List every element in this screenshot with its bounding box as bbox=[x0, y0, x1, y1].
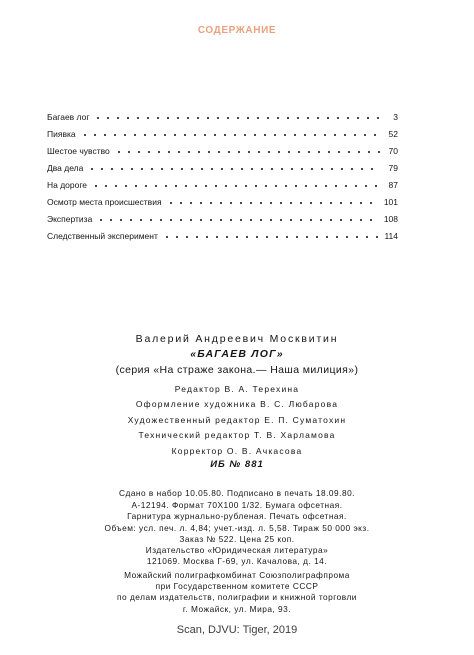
toc-entry-page: 114 bbox=[384, 231, 398, 241]
publisher-info bbox=[0, 545, 474, 567]
printer-line: Можайский полиграфкомбинат Союзполиграфпрома bbox=[124, 570, 350, 580]
book-title: «БАГАЕВ ЛОГ» bbox=[190, 348, 284, 360]
toc-entry[interactable] bbox=[47, 162, 398, 174]
printing-detail-line: А-12194. Формат 70Х100 1/32. Бумага офсетная. bbox=[131, 499, 343, 510]
toc-entry-page: 87 bbox=[388, 180, 398, 190]
toc-entry[interactable] bbox=[47, 128, 398, 140]
toc-leader-dots bbox=[80, 132, 380, 138]
printer-line: при Государственном комитете СССР bbox=[155, 581, 319, 592]
toc-entry[interactable] bbox=[47, 213, 398, 225]
publisher-line: Издательство «Юридическая литература» bbox=[145, 545, 329, 555]
toc-leader-dots bbox=[91, 183, 380, 189]
toc-leader-dots bbox=[93, 115, 380, 121]
scan-credit: Scan, DJVU: Tiger, 2019 bbox=[176, 624, 298, 636]
printer-info bbox=[0, 570, 474, 615]
toc-leader-dots bbox=[87, 166, 380, 172]
toc-entry[interactable] bbox=[47, 179, 398, 191]
toc-entry[interactable] bbox=[47, 230, 398, 242]
printing-detail-line: Гарнитура журнально-рубленая. Печать офсетная. bbox=[127, 511, 347, 522]
toc-entry-title: Экспертиза bbox=[47, 214, 93, 224]
printing-detail-line: Заказ № 522. Цена 25 коп. bbox=[179, 534, 295, 545]
toc-entry-page: 70 bbox=[388, 146, 398, 156]
toc-leader-dots bbox=[114, 149, 380, 155]
toc-leader-dots bbox=[162, 234, 380, 240]
toc-entry-page: 52 bbox=[388, 129, 398, 139]
toc-entry-title: Шестое чувство bbox=[47, 146, 110, 156]
toc-entry-page: 79 bbox=[388, 163, 398, 173]
printing-detail-line: Сдано в набор 10.05.80. Подписано в печать 18.09.80. bbox=[118, 488, 355, 498]
contents-heading: СОДЕРЖАНИЕ bbox=[197, 25, 277, 36]
toc-entry-title: На дороге bbox=[47, 180, 88, 190]
toc-leader-dots bbox=[166, 200, 380, 206]
toc-entry-page: 101 bbox=[383, 197, 398, 207]
ib-number: ИБ № 881 bbox=[210, 459, 264, 470]
toc-entry-title: Багаев лог bbox=[47, 112, 90, 122]
printing-detail-line: Объем: усл. печ. л. 4,84; учет.-изд. л. 5,58. Тираж 50 000 экз. bbox=[104, 522, 370, 533]
printer-line: по делам издательств, полиграфии и книжной торговли bbox=[117, 592, 357, 603]
toc-entry-title: Осмотр места происшествия bbox=[47, 197, 162, 207]
series-name: (серия «На страже закона.— Наша милиция») bbox=[115, 364, 359, 376]
author-name: Валерий Андреевич Москвитин bbox=[135, 333, 339, 345]
credit-line: Технический редактор Т. В. Харламова bbox=[138, 430, 336, 441]
toc-entry[interactable] bbox=[47, 145, 398, 157]
toc-entry-title: Следственный эксперимент bbox=[47, 231, 158, 241]
toc-entry[interactable] bbox=[47, 196, 398, 208]
toc-entry[interactable] bbox=[47, 111, 398, 123]
toc-leader-dots bbox=[96, 217, 380, 223]
credit-line: Корректор О. В. Ачкасова bbox=[171, 445, 303, 456]
toc-entry-page: 3 bbox=[393, 112, 398, 122]
printing-details bbox=[0, 488, 474, 546]
printer-line: г. Можайск, ул. Мира, 93. bbox=[182, 603, 292, 614]
credit-line: Художественный редактор Е. П. Суматохин bbox=[127, 414, 347, 425]
editorial-credits bbox=[0, 382, 474, 459]
credit-line: Редактор В. А. Терехина bbox=[174, 384, 300, 394]
toc-entry-title: Два дела bbox=[47, 163, 84, 173]
credit-line: Оформление художника В. С. Любарова bbox=[135, 399, 339, 410]
publisher-line: 121069. Москва Г-69, ул. Качалова, д. 14. bbox=[146, 556, 328, 567]
toc-entry-page: 108 bbox=[383, 214, 398, 224]
toc-entry-title: Пиявка bbox=[47, 129, 76, 139]
